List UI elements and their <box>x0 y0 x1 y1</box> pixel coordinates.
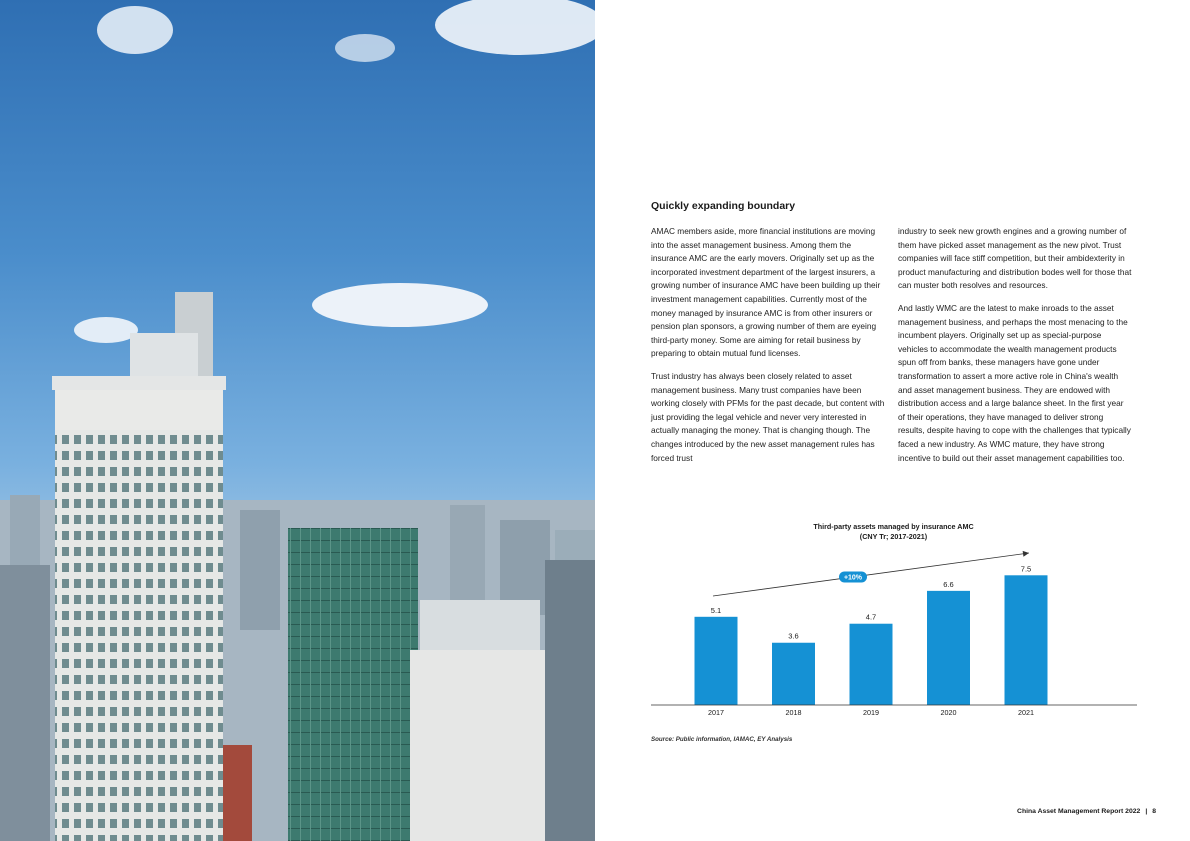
paragraph: AMAC members aside, more financial institutions are moving into the asset management business. Among them the insurance AMC are the early movers. Originally set up as the incorporated investment department of the largest insurers, a growing number of insurance AMC have been building up their investment management capabilities. Currently most of the money managed by insurance AMC is from other insurers or pension plan sponsors, a growing number of them are eyeing third-party money. Some are aiming for retail business by preparing to obtain mutual fund licenses. <box>651 226 881 359</box>
report-title: China Asset Management Report 2022 <box>1017 808 1141 815</box>
page-footer <box>1017 808 1156 815</box>
footer-separator: | <box>1145 808 1148 815</box>
trend-badge-label: +10% <box>843 574 863 582</box>
bar-chart <box>651 544 1137 724</box>
bar-2020 <box>927 591 970 705</box>
chart-title: Third-party assets managed by insurance AMC <box>813 522 974 531</box>
bar-2017 <box>695 617 738 705</box>
trend-arrow-line <box>713 553 1032 596</box>
x-tick-label-2020: 2020 <box>940 708 957 717</box>
data-label-2021: 7.5 <box>1020 564 1032 574</box>
trend-arrow-head <box>1023 551 1029 557</box>
data-label-2020: 6.6 <box>943 579 954 589</box>
chart-title-block <box>651 522 1136 542</box>
chart-subtitle: (CNY Tr; 2017-2021) <box>859 532 928 541</box>
bar-2021 <box>1005 575 1048 705</box>
text-column-left <box>651 225 885 474</box>
source-note: Source: Public information, IAMAC, EY Analysis <box>651 736 793 743</box>
section-heading: Quickly expanding boundary <box>651 200 796 212</box>
x-tick-label-2017: 2017 <box>708 708 724 717</box>
paragraph: industry to seek new growth engines and a growing number of them have picked asset management as the new pivot. Trust companies will face stiff competition, but their ambidexterity in product manufacturing and distribution bodes well for those that can muster both resolves and resources. <box>898 226 1132 291</box>
data-label-2019: 4.7 <box>865 612 877 622</box>
paragraph: Trust industry has always been closely related to asset management business. Many trust companies have been working closely with PFMs for the past decade, but content with just providing the legal vehicle and never very interested in actually managing the money. That is changing though. The changes introduced by the new asset management rules has forced trust <box>651 370 885 463</box>
bar-2019 <box>850 624 893 705</box>
x-tick-label-2021: 2021 <box>1018 708 1034 717</box>
page-number: 8 <box>1152 808 1156 815</box>
data-label-2018: 3.6 <box>788 631 799 641</box>
paragraph: And lastly WMC are the latest to make inroads to the asset management business, and perhaps the most menacing to the incumbent players. Originally set up as special-purpose vehicles to accommodate the wealth management products spun off from banks, these managers have gone under transformation to assert a more active role in China's wealth and asset management business. They are endowed with distribution access and a large balance sheet. In the first year of their operations, they have managed to deliver strong results, despite having to cope with the challenges that typically faced a new industry. As WMC mature, they have strong incentive to build out their asset management capabilities too. <box>898 302 1131 463</box>
bar-2018 <box>772 643 815 705</box>
x-tick-label-2018: 2018 <box>785 708 802 717</box>
data-label-2017: 5.1 <box>710 605 722 615</box>
x-tick-label-2019: 2019 <box>863 708 879 717</box>
text-column-right <box>898 225 1132 474</box>
